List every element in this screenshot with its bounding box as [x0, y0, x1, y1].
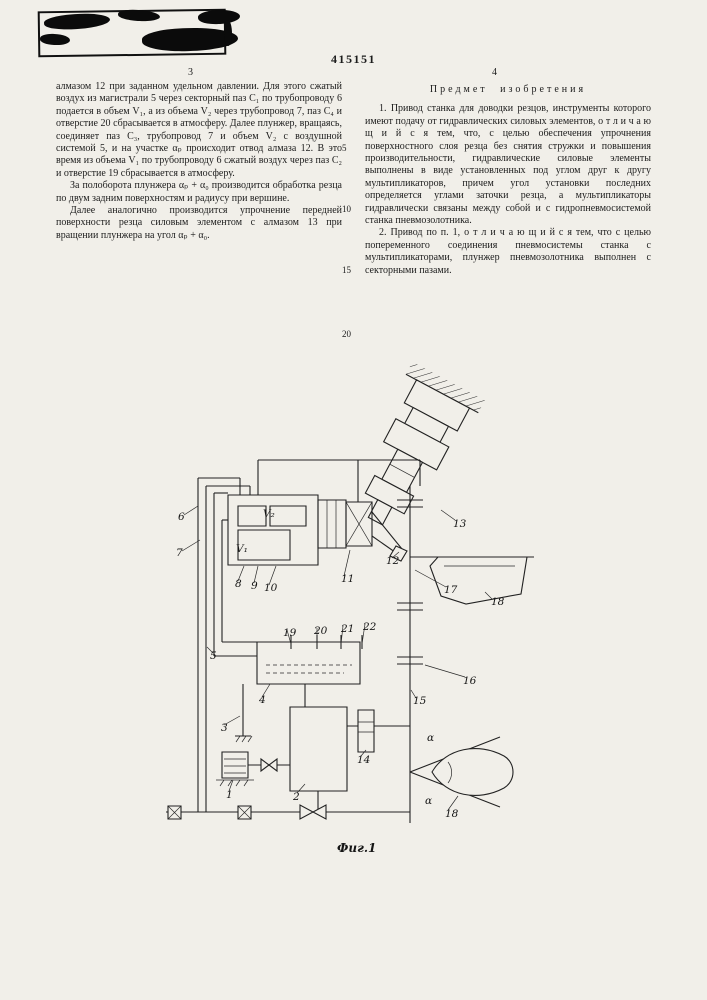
figure-label-7: 7 — [176, 547, 183, 559]
cutter-top — [410, 557, 534, 604]
line-number-15: 15 — [342, 265, 351, 275]
right-column — [365, 81, 651, 277]
figure-label-22: 22 — [363, 621, 377, 633]
multiplicator-block — [338, 362, 485, 540]
ink-blob — [224, 20, 232, 46]
figure-label-V₁: V₁ — [236, 543, 248, 555]
figure-label-18: 18 — [491, 596, 505, 608]
figure-label-2: 2 — [293, 791, 300, 803]
left-column — [56, 81, 342, 242]
supply-line-valves — [166, 805, 410, 819]
figure-label-8: 8 — [235, 578, 242, 590]
figure-label-21: 21 — [341, 623, 355, 635]
patent-number: 415151 — [331, 52, 376, 66]
line-number-20: 20 — [342, 329, 351, 339]
figure-label-18: 18 — [445, 808, 459, 820]
pump-unit — [216, 707, 347, 812]
paragraph: Далее аналогично производится упрочнение передней поверхности резца силовым элементом с алмазом 13 при вращении плунжера на угол αₚ + α₀. — [56, 205, 342, 241]
figure-label-11: 11 — [341, 573, 355, 585]
paragraph: алмазом 12 при заданном удельном давлении. Для этого сжатый воздух из магистрали 5 через секторный паз С₁ по трубопроводу 6 подается в объем V₁, а из объема V₂ через трубопровод 7, паз С₄ и отверстие 20 сбрасывается в атмосферу. Далее плунжер, вращаясь, соединяет паз С₃, трубопровод 7 и объем V₂ с воздушной системой 5, и на участке αₚ происходит отвод алмаза 12. В это время из объема V₁ по трубопроводу 6 сжатый воздух через паз С₂ и отверстие 19 сбрасывается в атмосферу. — [56, 81, 342, 179]
figure-label-α: α — [427, 732, 435, 744]
figure-label-20: 20 — [314, 625, 328, 637]
support-column-3 — [235, 684, 252, 742]
figure-label-10: 10 — [264, 582, 278, 594]
figure-1-schematic — [0, 360, 707, 870]
figure-label-V₂: V₂ — [263, 508, 275, 520]
figure-label-α: α — [425, 795, 433, 807]
figure-caption: Фиг.1 — [337, 841, 377, 855]
figure-label-9: 9 — [251, 580, 258, 592]
figure-label-4: 4 — [259, 694, 266, 706]
claim-2: 2. Привод по п. 1, о т л и ч а ю щ и й с я тем, что с целью попеременного соединения пневмосистемы станка с мультипликаторами, плунжер пневмозолотника выполнен с секторными пазами. — [365, 227, 651, 276]
claim-1: 1. Привод станка для доводки резцов, инструменты которого имеют подачу от гидравлических силовых элементов, о т л и ч а ю щ и й с я тем, что, с целью обеспечения упрочнения поверхностного слоя резца без снятия стружки и повышения производительности, гидравлические силовые элементы выполнены в виде установленных под углом друг к другу мультипликаторов, причем угол установки последних определяется углами заточки резца, а мультипликаторы гидравлически связаны между собой и с гидропневмосистемой станка пневмозолотника. — [365, 103, 651, 227]
ink-stamp — [38, 8, 230, 56]
paragraph: За полоборота плунжера αₚ + α₀ производится обработка резца по двум задним поверхностям и радиусу при вершине. — [56, 180, 342, 204]
figure-label-5: 5 — [210, 650, 217, 662]
figure-label-16: 16 — [463, 675, 477, 687]
figure-label-14: 14 — [357, 754, 371, 766]
figure-label-13: 13 — [453, 518, 467, 530]
distributor-14 — [347, 710, 410, 752]
figure-label-19: 19 — [283, 627, 297, 639]
figure-label-17: 17 — [444, 584, 458, 596]
figure-label-3: 3 — [221, 722, 228, 734]
line-number-10: 10 — [342, 204, 351, 214]
left-column-number: 3 — [188, 67, 193, 78]
air-tank — [257, 635, 362, 707]
figure-label-15: 15 — [413, 695, 427, 707]
figure-label-1: 1 — [226, 789, 233, 801]
line-number-5: 5 — [342, 143, 347, 153]
figure-label-6: 6 — [178, 511, 185, 523]
right-column-number: 4 — [492, 67, 497, 78]
ink-blob — [198, 9, 241, 25]
claims-heading: Предмет изобретения — [429, 84, 587, 95]
figure-label-12: 12 — [386, 555, 400, 567]
